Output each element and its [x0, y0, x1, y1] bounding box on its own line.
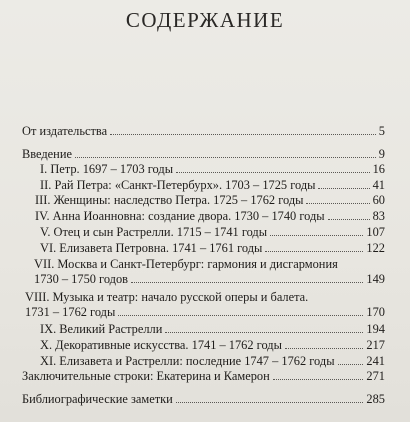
toc-leader-dots: [176, 402, 364, 403]
toc-entry-title: I. Петр. 1697 – 1703 годы: [40, 162, 174, 176]
toc-entry-publisher: [22, 123, 385, 139]
toc-leader-dots: [338, 364, 364, 365]
toc-entry-title: Заключительные строки: Екатерина и Камерон: [22, 369, 270, 383]
toc-entry-page: 149: [366, 272, 385, 286]
toc-leader-dots: [131, 282, 363, 283]
toc-entry-chapter-11: [40, 353, 385, 369]
toc-entry-title: VI. Елизавета Петровна. 1741 – 1761 годы: [40, 241, 263, 255]
toc-entry-page: 285: [366, 392, 385, 406]
toc-leader-dots: [75, 157, 376, 158]
toc-leader-dots: [165, 332, 363, 333]
toc-entry-title: От издательства: [22, 124, 108, 138]
page-title: СОДЕРЖАНИЕ: [125, 8, 285, 32]
toc-leader-dots: [118, 315, 363, 316]
toc-entry-title: IV. Анна Иоанновна: создание двора. 1730 – 1740 годы: [35, 209, 325, 223]
toc-entry-bibliography: [22, 391, 385, 407]
toc-leader-dots: [176, 172, 370, 173]
toc-entry-chapter-6: [40, 240, 385, 256]
toc-leader-dots: [265, 251, 363, 252]
toc-entry-page: 122: [366, 241, 385, 255]
toc-entry-title-continued: 1731 – 1762 годы: [25, 305, 116, 319]
toc-entry-title: V. Отец и сын Растрелли. 1715 – 1741 годы: [40, 225, 268, 239]
toc-leader-dots: [306, 203, 369, 204]
toc-entry-title: VIII. Музыка и театр: начало русской оперы и балета.: [25, 290, 309, 304]
toc-entry-page: 107: [366, 225, 385, 239]
toc-entry-chapter-2: [40, 177, 385, 193]
toc-entry-page: 41: [372, 178, 385, 192]
toc-entry-page: 5: [378, 124, 385, 138]
toc-entry-page: 241: [366, 354, 385, 368]
toc-leader-dots: [110, 134, 376, 135]
toc-entry-page: 194: [366, 322, 385, 336]
toc-leader-dots: [285, 348, 363, 349]
toc-entry-page: 217: [366, 338, 385, 352]
toc-entry-closing: [22, 368, 385, 384]
toc-entry-title: X. Декоративные искусства. 1741 – 1762 годы: [40, 338, 282, 352]
toc-entry-chapter-1: [40, 161, 385, 177]
toc-entry-page: 16: [372, 162, 385, 176]
toc-entry-page: 9: [378, 147, 385, 161]
toc-entry-title: II. Рай Петра: «Санкт-Петербурх». 1703 – 1725 годы: [40, 178, 316, 192]
toc-entry-title: Введение: [22, 147, 72, 161]
toc-entry-chapter-4: [35, 208, 385, 224]
toc-entry-title: III. Женщины: наследство Петра. 1725 – 1762 годы: [35, 193, 304, 207]
toc-entry-chapter-8: [25, 289, 385, 319]
toc-entry-page: 170: [366, 305, 385, 319]
toc-entry-title: Библиографические заметки: [22, 392, 173, 406]
toc-leader-dots: [328, 219, 370, 220]
toc-entry-page: 60: [372, 193, 385, 207]
toc-entry-title: XI. Елизавета и Растрелли: последние 1747 – 1762 годы: [40, 354, 335, 368]
toc-entry-chapter-7: [34, 256, 385, 286]
toc-entry-chapter-10: [40, 337, 385, 353]
toc-entry-page: 83: [372, 209, 385, 223]
toc-entry-chapter-9: [40, 321, 385, 337]
toc-entry-introduction: [22, 146, 385, 162]
toc-leader-dots: [273, 379, 364, 380]
toc-entry-chapter-5: [40, 224, 385, 240]
toc-entry-title-continued: 1730 – 1750 годов: [34, 272, 129, 286]
toc-leader-dots: [318, 188, 369, 189]
toc-entry-chapter-3: [35, 192, 385, 208]
toc-entry-page: 271: [366, 369, 385, 383]
toc-leader-dots: [270, 235, 363, 236]
toc-entry-title: VII. Москва и Санкт-Петербург: гармония и дисгармония: [34, 257, 338, 271]
toc-entry-title: IX. Великий Растрелли: [40, 322, 163, 336]
